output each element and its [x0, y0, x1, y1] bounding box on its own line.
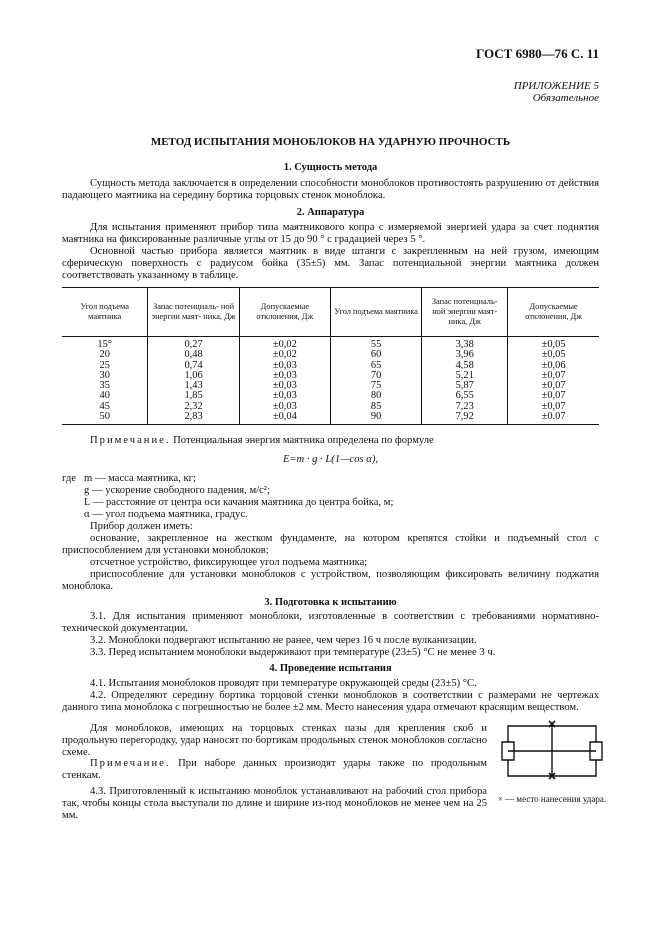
formula: E=m · g · L(1—cos α), — [282, 454, 379, 465]
appendix-label: ПРИЛОЖЕНИЕ 5 — [513, 80, 599, 92]
table-header-cell: Допускаемые отклонения, Дж — [508, 288, 599, 337]
table-cell: ±0,04 — [239, 412, 330, 425]
section-3-paragraph-1: 3.1. Для испытания применяют моноблоки, изготовленные в соответствии с требованиями нормативно-технической документации. — [62, 611, 599, 634]
table-cell: 55 — [330, 337, 421, 351]
table-row — [62, 381, 599, 391]
section-4-paragraph-1: 4.1. Испытания моноблоков проводят при температуре окружающей среды (23±5) °С. — [90, 678, 477, 689]
table-cell: 50 — [62, 412, 148, 425]
appendix-block — [514, 80, 599, 104]
table-cell: ±0,02 — [239, 337, 330, 351]
section-1-heading: 1. Сущность метода — [283, 162, 378, 173]
table-cell: 6,55 — [422, 391, 508, 401]
table-cell: 1,85 — [148, 391, 239, 401]
table-header-cell: Угол подъема маятника — [62, 288, 148, 337]
device-intro: Прибор должен иметь: — [90, 521, 193, 532]
table-row — [62, 350, 599, 360]
var-alpha: α — угол подъема маятника, градус. — [84, 509, 248, 520]
table-cell: 60 — [330, 350, 421, 360]
var-g: g — ускорение свободного падения, м/с²; — [84, 485, 270, 496]
scheme-caption: × — место нанесения удара. — [497, 794, 607, 804]
table-cell: ±0,07 — [508, 381, 599, 391]
table-row — [62, 402, 599, 412]
monoblock-scheme — [498, 720, 606, 782]
table-cell: 85 — [330, 402, 421, 412]
table-cell: 0,48 — [148, 350, 239, 360]
table-cell: 70 — [330, 371, 421, 381]
table-cell: 30 — [99, 369, 110, 381]
table-cell: ±0,03 — [239, 371, 330, 381]
section-4-note-text: При наборе данных производят удары также по продольным стенкам. — [62, 758, 487, 781]
section-4-paragraph-2: 4.2. Определяют середину бортика торцовой стенки моноблоков в соответствии с размерами не чертежах данного типа моноблока с погрешностью не более ±2 мм. Место нанесения удара отмечают красящим веществом. — [62, 690, 599, 713]
section-2-paragraph-2: Основной частью прибора является маятник в виде штанги с закрепленным на ней грузом, имеющим сферическую поверхность с радиусом бойка (35±5) мм. Запас потенциальной энергии маятника должен соответствовать указанному в таблице. — [62, 246, 599, 281]
device-item-3: приспособление для установки моноблоков с устройством, позволяющим фиксировать величину поджатия моноблока. — [62, 569, 599, 592]
var-l: L — расстояние от центра оси качания маятника до центра бойка, м; — [84, 497, 394, 508]
table-cell: ±0,03 — [239, 381, 330, 391]
table-cell: 45 — [99, 400, 110, 412]
energy-table — [62, 287, 599, 425]
table-cell: ±0,03 — [239, 361, 330, 371]
section-4-note — [62, 758, 487, 782]
table-cell: ±0,06 — [508, 361, 599, 371]
table-cell: 75 — [330, 381, 421, 391]
table-row — [62, 412, 599, 425]
section-2-heading: 2. Аппаратура — [296, 207, 365, 218]
table-cell: 80 — [330, 391, 421, 401]
note-1 — [62, 435, 599, 447]
table-cell: 3,38 — [422, 337, 508, 351]
table-header-cell: Угол подъема маятника — [330, 288, 421, 337]
table-cell: 3,96 — [422, 350, 508, 360]
table-cell: 40 — [99, 390, 110, 402]
table-header-cell: Запас потенциаль- ной энергии маят- ника, Дж — [148, 288, 239, 337]
section-4-paragraph-4: 4.3. Приготовленный к испытанию моноблок устанавливают на рабочий стол прибора так, чтобы концы стола выступали по длине и ширине из-под моноблоков не менее чем на 25 мм. — [62, 786, 487, 821]
table-header-row — [62, 288, 599, 337]
section-3-paragraph-3: 3.3. Перед испытанием моноблоки выдерживают при температуре (23±5) °С не менее 3 ч. — [90, 647, 496, 658]
table-cell: ±0,05 — [508, 337, 599, 351]
table-cell: 7,92 — [422, 412, 508, 425]
table-row — [62, 337, 599, 351]
section-2-paragraph-1: Для испытания применяют прибор типа маятникового копра с измеряемой энергией удара за счет поднятия маятника на фиксированные различные углы от 15 до 90 ° с градацией через 5 °. — [62, 222, 599, 245]
table-cell: ±0,03 — [239, 402, 330, 412]
device-item-2: отсчетное устройство, фиксирующее угол подъема маятника; — [90, 557, 368, 568]
device-item-1: основание, закрепленное на жестком фундаменте, на котором крепятся стойки и подъемный стол с приспособлением для установки моноблоков; — [62, 533, 599, 556]
table-header-cell: Запас потенциаль- ной энергии маят- ника, Дж — [422, 288, 508, 337]
table-cell: 15° — [97, 339, 112, 350]
section-1-text: Сущность метода заключается в определении способности моноблоков противостоять разрушению от действия падающего маятника на середину бортика торцовых стенок моноблока. — [62, 178, 599, 201]
table-cell: 4,58 — [422, 361, 508, 371]
section-3-paragraph-2: 3.2. Моноблоки подвергают испытанию не ранее, чем через 16 ч после вулканизации. — [90, 635, 477, 646]
table-cell: 35 — [99, 380, 110, 392]
vars-where: где — [62, 473, 76, 484]
document-title: МЕТОД ИСПЫТАНИЯ МОНОБЛОКОВ НА УДАРНУЮ ПРОЧНОСТЬ — [150, 136, 511, 148]
note-1-label: Примечание. — [90, 435, 171, 446]
table-cell: 0,27 — [148, 337, 239, 351]
table-cell: ±0,02 — [239, 350, 330, 360]
table-cell: 1,06 — [148, 371, 239, 381]
table-row — [62, 361, 599, 371]
table-row — [62, 371, 599, 381]
table-cell: 2,32 — [148, 402, 239, 412]
table-cell: 5,21 — [422, 371, 508, 381]
table-cell: ±0,07 — [508, 371, 599, 381]
section-4-paragraph-3: Для моноблоков, имеющих на торцовых стенках пазы для крепления скоб и продольную перегородку, удар наносят по бортикам продольных стенок моноблоков согласно схеме. — [62, 723, 487, 758]
page-header: ГОСТ 6980—76 С. 11 — [476, 46, 599, 61]
table-header-cell: Допускаемые отклонения, Дж — [239, 288, 330, 337]
table-cell: 5,87 — [422, 381, 508, 391]
var-m: m — масса маятника, кг; — [84, 473, 196, 484]
table-cell: 0,74 — [148, 361, 239, 371]
note-1-text: Потенциальная энергия маятника определена по формуле — [173, 435, 434, 446]
table-cell: 25 — [99, 359, 110, 371]
table-row — [62, 391, 599, 401]
table-cell: ±0,03 — [239, 391, 330, 401]
table-cell: 2,83 — [148, 412, 239, 425]
table-cell: ±0,07 — [508, 391, 599, 401]
table-cell: 20 — [99, 349, 110, 361]
appendix-status: Обязательное — [532, 92, 599, 104]
table-cell: ±0,07 — [508, 402, 599, 412]
table-cell: 65 — [330, 361, 421, 371]
section-4-note-label: Примечание. — [90, 758, 171, 769]
section-4-heading: 4. Проведение испытания — [269, 663, 392, 674]
table-cell: 90 — [330, 412, 421, 425]
table-cell: ±0,05 — [508, 350, 599, 360]
table-cell: 7,23 — [422, 402, 508, 412]
table-cell: ±0.07 — [508, 412, 599, 425]
section-3-heading: 3. Подготовка к испытанию — [264, 597, 397, 608]
table-cell: 1,43 — [148, 381, 239, 391]
